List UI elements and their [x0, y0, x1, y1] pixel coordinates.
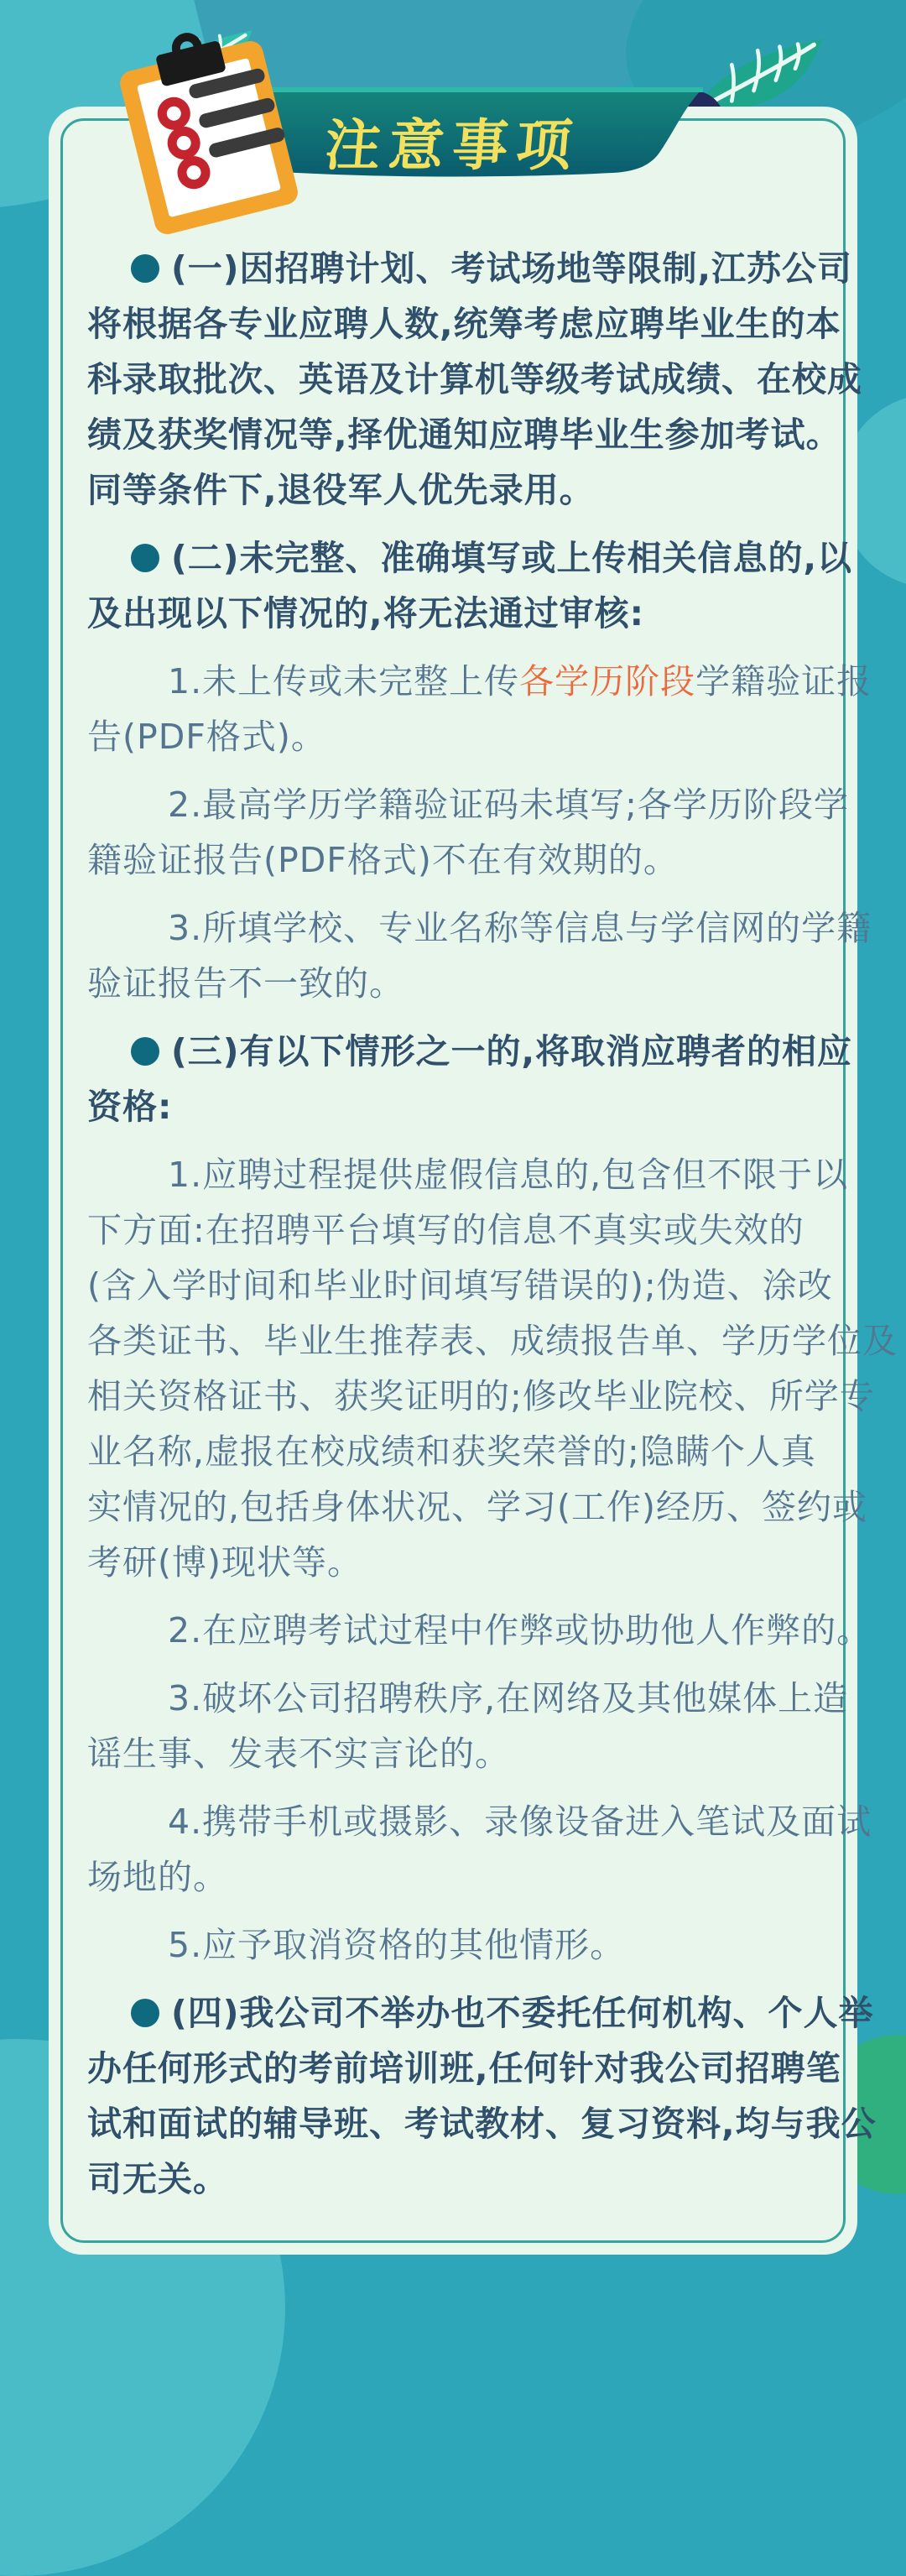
- text-line: 试和面试的辅导班、考试教材、复习资料,均与我公: [87, 2104, 877, 2144]
- section-subitem: [87, 900, 876, 1011]
- text-line: 实情况的,包括身体状况、学习(工作)经历、签约或: [87, 1487, 868, 1527]
- text-segment: 1.未上传或未完整上传: [168, 661, 520, 701]
- text-line: 籍验证报告(PDF格式)不在有效期的。: [87, 840, 679, 880]
- page-title: 注意事项: [322, 113, 583, 178]
- section-subitem: [87, 1147, 898, 1590]
- section-subitem: [87, 1603, 876, 1658]
- text-line: 考研(博)现状等。: [87, 1542, 362, 1583]
- text-line: (二)未完整、准确填写或上传相关信息的,以: [171, 538, 853, 578]
- text-line: 2.最高学历学籍验证码未填写;各学历阶段学: [168, 785, 849, 825]
- notice-text: [87, 241, 898, 2219]
- text-line: (四)我公司不举办也不委托任何机构、个人举: [171, 1993, 874, 2033]
- section-heading: [87, 1024, 876, 1134]
- clipboard-checklist-icon: [87, 18, 331, 238]
- text-line: 办任何形式的考前培训班,任何针对我公司招聘笔: [87, 2048, 841, 2088]
- text-line: 资格:: [87, 1087, 173, 1127]
- text-segment: 学籍验证报: [695, 661, 872, 701]
- text-line: 3.所填学校、专业名称等信息与学信网的学籍: [168, 908, 872, 948]
- section-heading: [87, 1985, 876, 2207]
- text-line: 及出现以下情况的,将无法通过审核:: [87, 593, 644, 634]
- text-line: 绩及获奖情况等,择优通知应聘毕业生参加考试。: [87, 415, 841, 455]
- text-line: 下方面:在招聘平台填写的信息不真实或失效的: [87, 1210, 804, 1250]
- text-line: 同等条件下,退役军人优先录用。: [87, 470, 595, 510]
- text-line: 司无关。: [87, 2159, 228, 2199]
- highlight-text: 各学历阶段: [519, 661, 696, 701]
- section-subitem: [87, 654, 876, 764]
- text-line: 2.在应聘考试过程中作弊或协助他人作弊的。: [168, 1610, 872, 1650]
- text-line: (含入学时间和毕业时间填写错误的);伪造、涂改: [87, 1265, 833, 1306]
- text-line: (一)因招聘计划、考试场地等限制,江苏公司: [171, 248, 853, 289]
- text-line: 验证报告不一致的。: [87, 963, 404, 1004]
- section-subitem: [87, 1671, 876, 1781]
- text-line: 科录取批次、英语及计算机等级考试成绩、在校成: [87, 359, 862, 399]
- text-line: 场地的。: [87, 1857, 228, 1897]
- bullet-dot: [131, 1037, 159, 1066]
- text-line: 1.应聘过程提供虚假信息的,包含但不限于以: [168, 1155, 849, 1195]
- section-heading: [87, 530, 876, 641]
- bullet-dot: [131, 544, 159, 572]
- text-line: 告(PDF格式)。: [87, 717, 326, 757]
- bullet-dot: [131, 254, 159, 283]
- text-line: [87, 654, 876, 709]
- text-line: 相关资格证书、获奖证明的;修改毕业院校、所学专: [87, 1376, 875, 1416]
- text-line: 5.应予取消资格的其他情形。: [168, 1925, 626, 1965]
- section-heading: [87, 241, 876, 518]
- text-line: 业名称,虚报在校成绩和获奖荣誉的;隐瞒个人真: [87, 1431, 816, 1472]
- text-line: 谣生事、发表不实言论的。: [87, 1734, 510, 1774]
- bullet-dot: [131, 1999, 159, 2027]
- text-line: 将根据各专业应聘人数,统筹考虑应聘毕业生的本: [87, 304, 841, 344]
- section-subitem: [87, 777, 876, 888]
- section-subitem: [87, 1917, 876, 1973]
- text-line: (三)有以下情形之一的,将取消应聘者的相应: [171, 1031, 853, 1072]
- text-line: 4.携带手机或摄影、录像设备进入笔试及面试: [168, 1802, 872, 1842]
- section-subitem: [87, 1794, 876, 1905]
- text-line: 各类证书、毕业生推荐表、成绩报告单、学历学位及: [87, 1321, 898, 1361]
- text-line: 3.破坏公司招聘秩序,在网络及其他媒体上造: [168, 1678, 849, 1718]
